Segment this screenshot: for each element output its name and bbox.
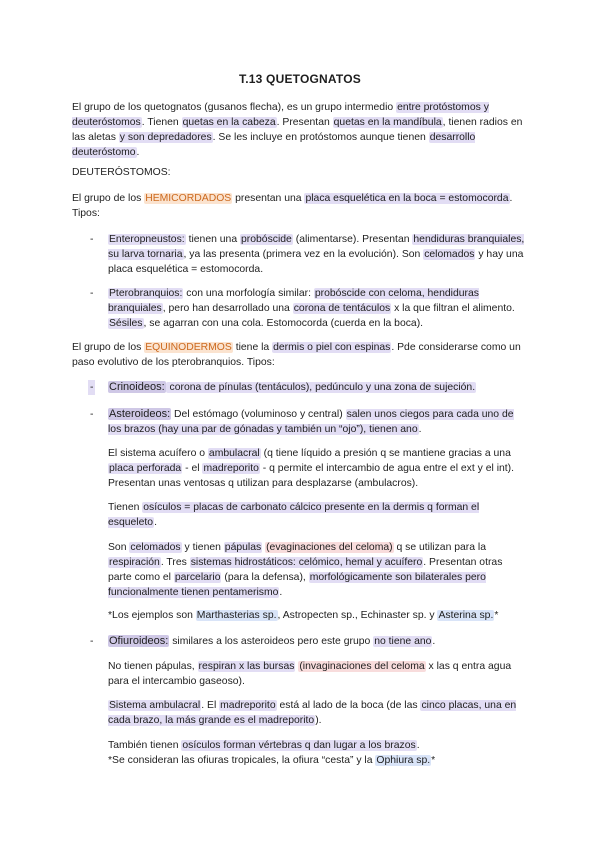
highlight: ambulacral [208, 448, 260, 459]
highlight: corona de pínulas (tentáculos), pedúnculo y una zona de sujeción. [166, 382, 476, 393]
page-title: T.13 QUETOGNATOS [239, 72, 361, 86]
highlight: Asterina sp. [438, 610, 494, 621]
crinoideos-item [108, 380, 548, 395]
section-heading: DEUTERÓSTOMOS: [72, 167, 171, 178]
text: El grupo de los [72, 342, 145, 353]
list-dash: - [90, 382, 94, 393]
text: . Tres [160, 557, 190, 568]
text: . Presentan [276, 117, 333, 128]
text: No tienen pápulas, [108, 661, 198, 672]
text: . Pde considerarse como un paso evolutivo de los pterobranquios. Tipos: [72, 342, 521, 368]
highlight: corona de tentáculos [293, 303, 391, 314]
highlight: celomados [130, 542, 181, 553]
enteropneustos-item [108, 232, 528, 277]
highlight: placa perforada [109, 463, 182, 474]
ejemplos-paragraph [108, 608, 538, 623]
text: El sistema acuífero o [108, 448, 208, 459]
highlight: Asteroideos: [109, 408, 171, 420]
text: con una morfología similar: [183, 288, 314, 299]
text: . Tienen [141, 117, 182, 128]
highlight: madreporito [220, 700, 276, 711]
highlight: EQUINODERMOS [145, 342, 232, 353]
highlight: Sistema ambulacral [109, 700, 201, 711]
text: El grupo de los quetognatos (gusanos flecha), es un grupo intermedio [72, 102, 397, 113]
equinodermos-paragraph [72, 340, 532, 370]
text: , Astropecten sp., Echinaster sp. y [277, 610, 438, 621]
text: ). [315, 715, 322, 726]
text: similares a los asteroideos pero este grupo [169, 636, 374, 647]
highlight: quetas en la mandíbula [333, 117, 442, 128]
text: . Tipos: [72, 193, 513, 219]
text: , tienen radios en las aletas [72, 117, 523, 143]
celomados-paragraph [108, 540, 528, 600]
ambulacral-paragraph [108, 446, 528, 491]
text: - el [182, 463, 203, 474]
highlight: desarrollo deuteróstomo [72, 132, 476, 158]
highlight: Marthasterias sp. [196, 610, 277, 621]
highlight: madreporito [203, 463, 259, 474]
text: . [416, 740, 420, 751]
highlight: y son depredadores [119, 132, 212, 143]
text: está al lado de la boca (de las [276, 700, 421, 711]
highlight: osículos = placas de carbonato cálcico presente en la dermis q forman el esqueleto [108, 502, 480, 528]
text: (para la defensa), [221, 572, 309, 583]
text: - q permite el intercambio de agua entre el ext y el int). Presentan unas ventosas q utilizan para desplazarse (ambulacros). [108, 463, 515, 489]
highlight: respiran x las bursas [198, 661, 295, 672]
highlight: (evaginaciones del celoma) [266, 542, 393, 553]
text: , ya las presenta (primera vez en la evolución). Son [183, 249, 424, 260]
list-dash: - [90, 234, 94, 245]
text: También tienen [108, 740, 182, 751]
highlight: Sésiles [109, 318, 143, 329]
text: tienen una [185, 234, 240, 245]
text: x las q entra agua para el intercambio gaseoso). [108, 661, 512, 687]
text: (q tiene líquido a presión q se mantiene gracias a una [260, 448, 511, 459]
text: * [494, 610, 499, 621]
highlight: Crinoideos: [109, 381, 165, 393]
intro-paragraph [72, 100, 532, 160]
highlight: pápulas [224, 542, 262, 553]
highlight: parcelario [174, 572, 221, 583]
highlight: no tiene ano [374, 636, 432, 647]
text: * [431, 755, 436, 766]
text: x la que filtran el alimento. [391, 303, 515, 314]
highlight: osículos forman vértebras q dan lugar a los brazos [182, 740, 416, 751]
highlight: hendiduras branquiales, su larva tornaria [108, 234, 525, 260]
text: tiene la [232, 342, 273, 353]
papulas-paragraph [108, 659, 528, 689]
highlight: entre protóstomos y deuteróstomos [72, 102, 489, 128]
text: presentan una [232, 193, 305, 204]
highlight: Enteropneustos: [109, 234, 185, 245]
list-dash: - [90, 288, 94, 299]
ofiuroideos-item [108, 634, 528, 649]
highlight: salen unos ciegos para cada uno de los brazos (hay una par de gónadas y también un “ojo”), tienen ano [108, 409, 514, 435]
text: q se utilizan para la [393, 542, 487, 553]
text: (alimentarse). Presentan [292, 234, 413, 245]
highlight: (invaginaciones del celoma [299, 661, 425, 672]
highlight: Ophiura sp. [376, 755, 431, 766]
highlight: probóscide con celoma, hendiduras branquiales [108, 288, 479, 314]
highlight: Pterobranquios: [109, 288, 183, 299]
pterobranquios-item [108, 286, 528, 331]
text: *Los ejemplos son [108, 610, 196, 621]
highlight: HEMICORDADOS [145, 193, 232, 204]
hemicordados-paragraph [72, 191, 532, 221]
highlight: dermis o piel con espinas [273, 342, 391, 353]
text: . Presentan otras parte como el [108, 557, 503, 583]
vertebras-paragraph [108, 738, 538, 768]
text: . [418, 424, 422, 435]
highlight: quetas en la cabeza [182, 117, 276, 128]
highlight: cinco placas, una en cada brazo, la más grande es el madreporito [108, 700, 517, 726]
highlight: probóscide [241, 234, 292, 245]
highlight: sistemas hidrostáticos: celómico, hemal y acuífero [190, 557, 423, 568]
text: . [279, 587, 283, 598]
text: Del estómago (voluminoso y central) [171, 409, 346, 420]
highlight: Ofiuroideos: [109, 635, 169, 647]
asteroideos-item [108, 407, 528, 437]
text: , se agarran con una cola. Estomocorda (cuerda en la boca). [143, 318, 424, 329]
text: *Se consideran las ofiuras tropicales, la ofiura “cesta” y la [108, 755, 376, 766]
ofiuras-line [108, 753, 538, 768]
osiculos-paragraph [108, 500, 528, 530]
text: . Se les incluye en protóstomos aunque tienen [212, 132, 429, 143]
list-dash: - [90, 409, 94, 420]
text: . [154, 517, 157, 528]
text: El grupo de los [72, 193, 145, 204]
text: . [136, 147, 140, 158]
highlight: morfológicamente son bilaterales pero funcionalmente tienen pentamerismo [108, 572, 486, 598]
highlight: respiración [109, 557, 160, 568]
text: Tienen [108, 502, 143, 513]
highlight: celomados [424, 249, 475, 260]
sistema-ambulacral-paragraph [108, 698, 528, 728]
text: y hay una placa esquelética = estomocorda. [108, 249, 524, 275]
list-dash: - [90, 636, 94, 647]
text: , pero han desarrollado una [162, 303, 293, 314]
text: . [432, 636, 436, 647]
vertebras-line [108, 738, 538, 753]
text: . El [201, 700, 220, 711]
text: Son [108, 542, 130, 553]
highlight: placa esquelética en la boca = estomocorda [305, 193, 509, 204]
text: y tienen [181, 542, 224, 553]
